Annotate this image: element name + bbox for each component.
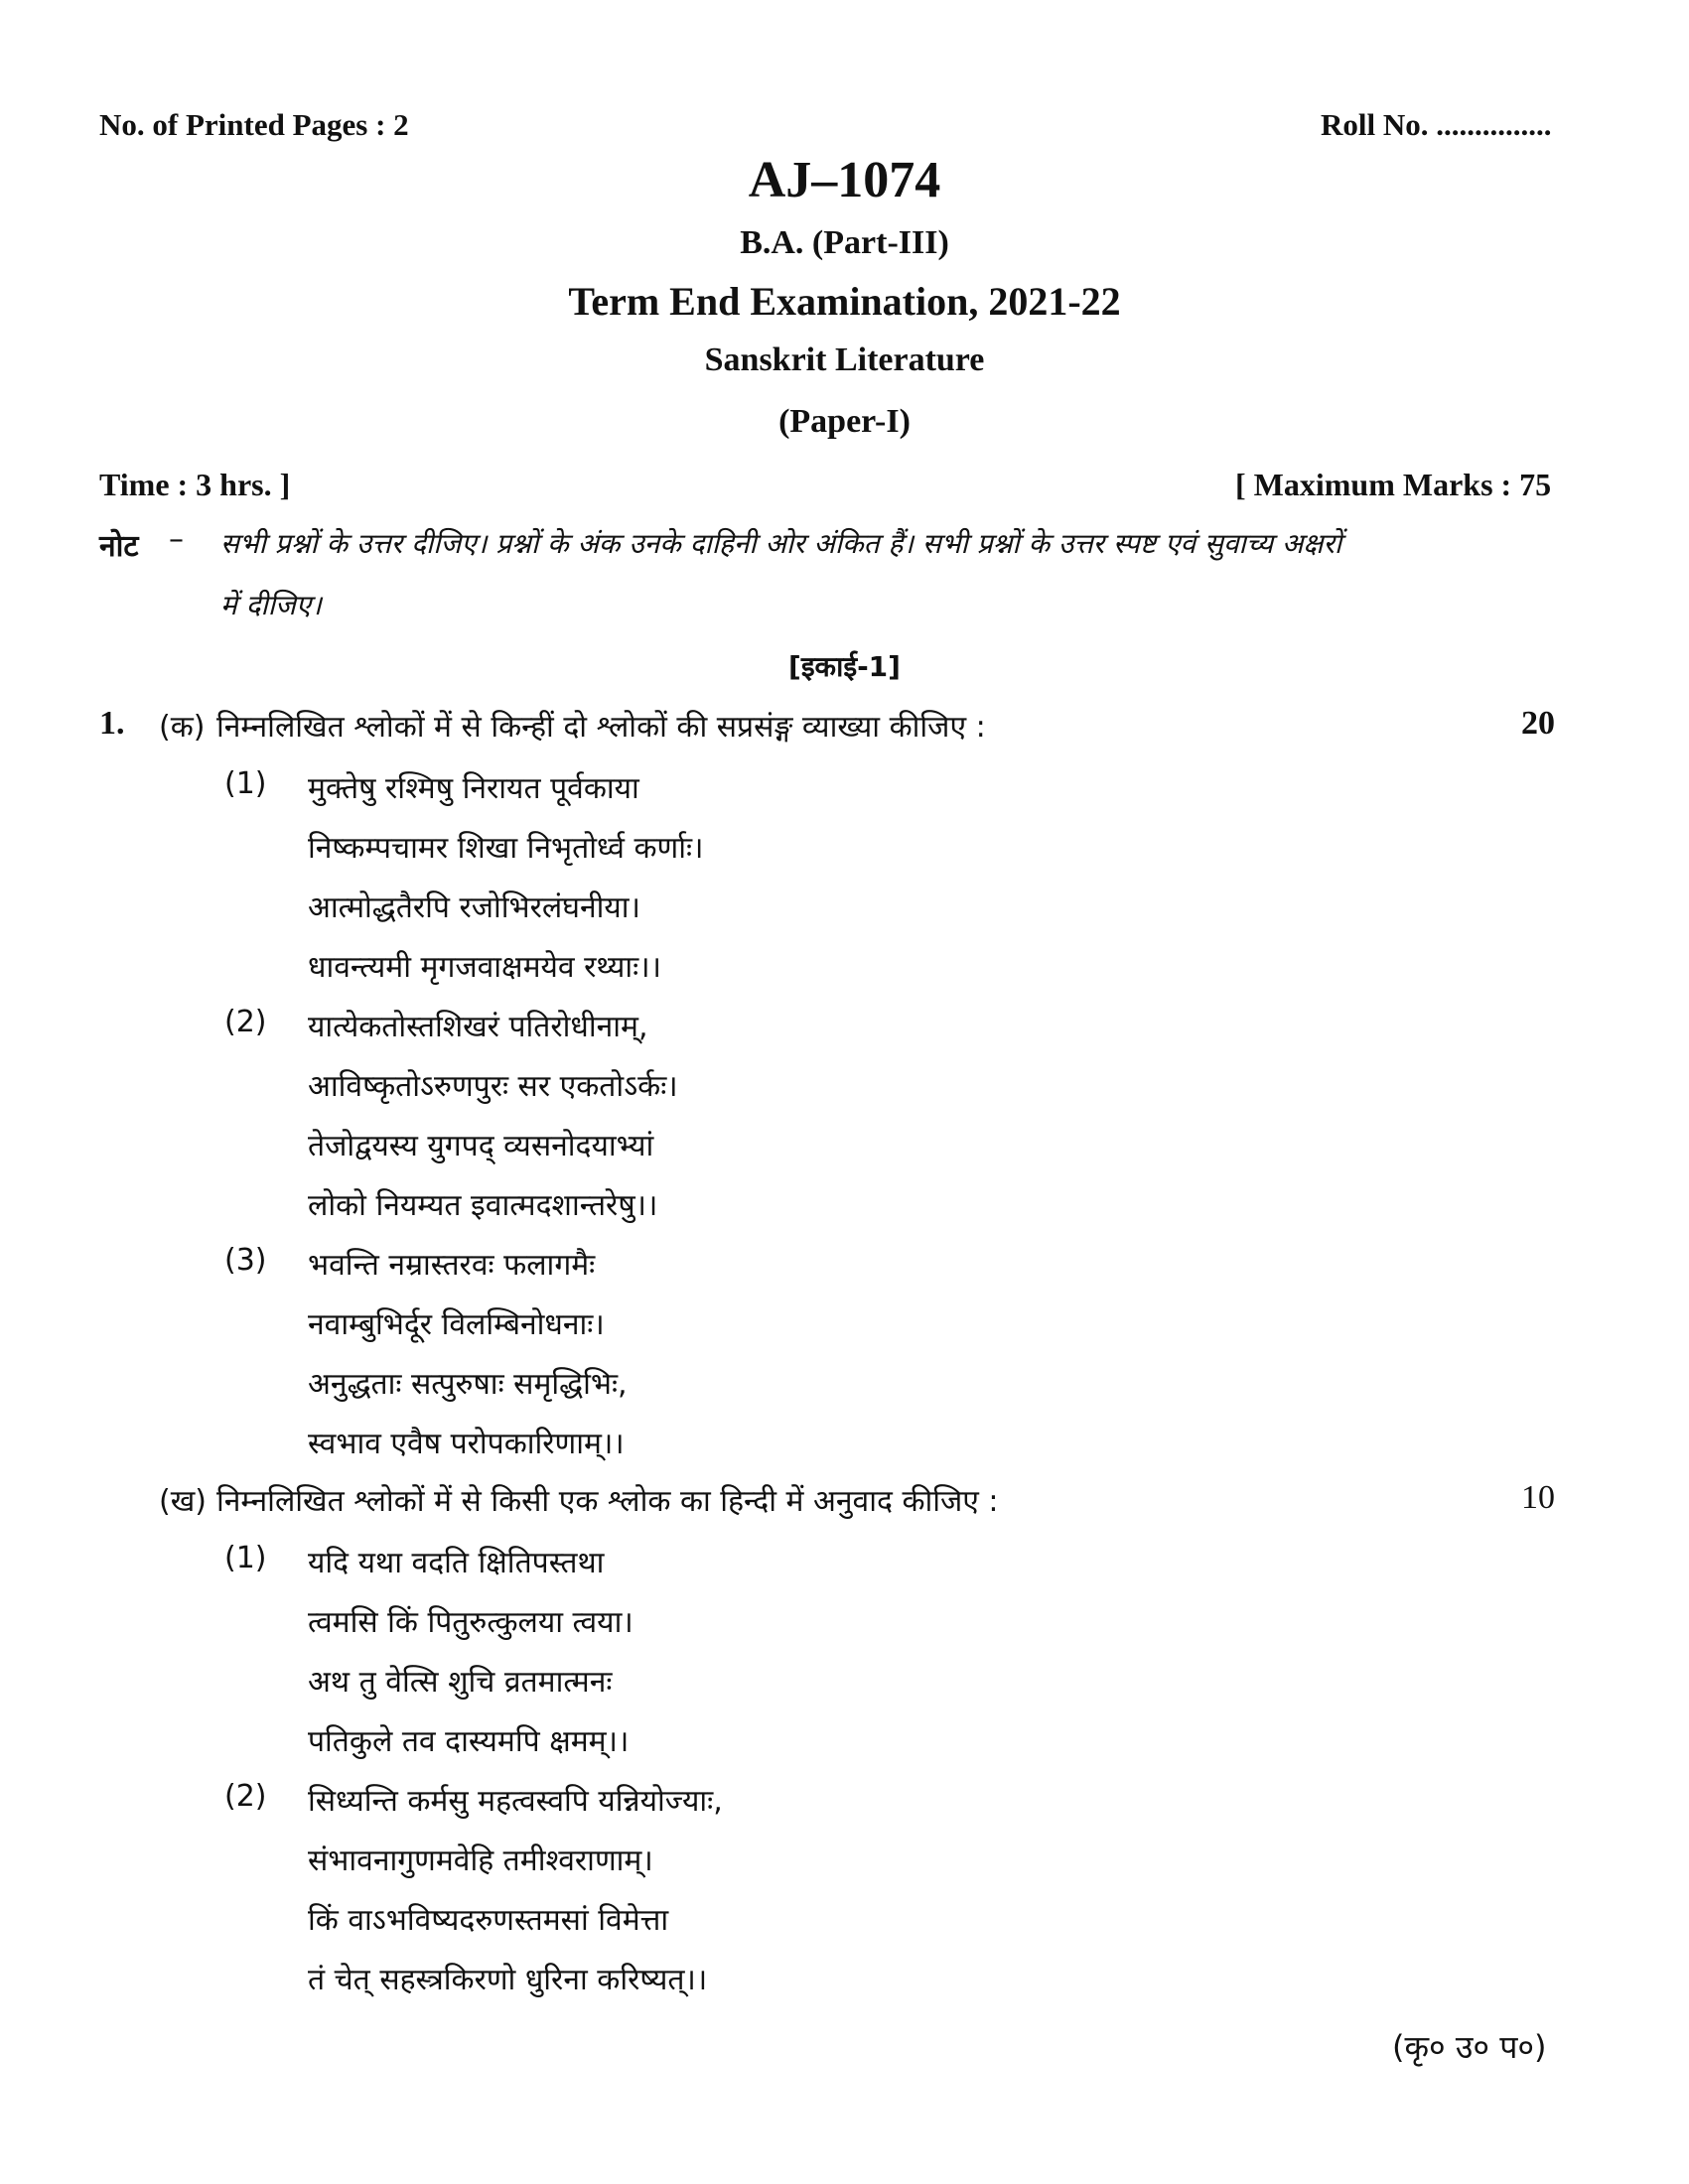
verse-line: सिध्यन्ति कर्मसु महत्वस्वपि यन्नियोज्याः, <box>308 1784 723 1819</box>
verse-number: (1) <box>224 1541 267 1575</box>
verse-number: (2) <box>224 1005 267 1039</box>
maximum-marks: [ Maximum Marks : 75 <box>1235 467 1552 502</box>
roll-number: Roll No. ............... <box>1321 107 1552 142</box>
verse-number: (1) <box>224 766 267 801</box>
verse-line: अथ तु वेत्सि शुचि व्रतमात्मनः <box>308 1665 613 1700</box>
part-a-instruction: निम्नलिखित श्लोकों में से किन्हीं दो श्लोकों की सप्रसंङ्ग व्याख्या कीजिए : <box>216 710 986 745</box>
verse-line: त्वमसि किं पितुरुत्कुलया त्वया। <box>308 1605 633 1640</box>
part-b-instruction: निम्नलिखित श्लोकों में से किसी एक श्लोक का हिन्दी में अनुवाद कीजिए : <box>216 1484 999 1519</box>
verse-line: लोको नियम्यत इवात्मदशान्तरेषु।। <box>308 1188 658 1223</box>
verse-line: तं चेत् सहस्त्रकिरणो धुरिना करिष्यत्।। <box>308 1963 708 1997</box>
part-b-label: (ख) <box>159 1484 207 1519</box>
verse-line: तेजोद्वयस्य युगपद् व्यसनोदयाभ्यां <box>308 1129 654 1163</box>
note-dash: – <box>169 522 184 557</box>
verse-line: नवाम्बुभिर्दूर विलम्बिनोधनाः। <box>308 1307 605 1342</box>
verse-line: यात्येकतोस्तशिखरं पतिरोधीनाम्, <box>308 1010 648 1044</box>
verse-line: भवन्ति नम्रास्तरवः फलागमैः <box>308 1248 596 1283</box>
paper-title: (Paper-I) <box>778 403 911 440</box>
verse-line: यदि यथा वदति क्षितिपस्तथा <box>308 1546 605 1580</box>
verse-line: निष्कम्पचामर शिखा निभृतोर्ध्व कर्णाः। <box>308 831 704 866</box>
verse-line: संभावनागुणमवेहि तमीश्वराणाम्। <box>308 1843 653 1878</box>
subject-title: Sanskrit Literature <box>704 341 985 378</box>
verse-line: किं वाऽभविष्यदरुणस्तमसां विमेत्ता <box>308 1903 669 1938</box>
note-label: नोट <box>99 529 139 564</box>
part-b-marks: 10 <box>1521 1479 1555 1516</box>
paper-code: AJ–1074 <box>748 152 941 208</box>
question-number: 1. <box>99 705 125 742</box>
verse-line: आत्मोद्धतैरपि रजोभिरलंघनीया। <box>308 890 640 925</box>
part-a-label: (क) <box>159 710 206 745</box>
verse-line: धावन्त्यमी मृगजवाक्षमयेव रथ्याः।। <box>308 950 661 985</box>
please-turn-over: (कृ० उ० प०) <box>1392 2028 1547 2066</box>
time-allowed: Time : 3 hrs. ] <box>99 467 291 502</box>
verse-line: अनुद्धताः सत्पुरुषाः समृद्धिभिः, <box>308 1367 628 1402</box>
note-line-1: सभी प्रश्नों के उत्तर दीजिए। प्रश्नों के अंक उनके दाहिनी ओर अंकित हैं। सभी प्रश्नों के उत्तर स्पष्ट एवं सुवाच्य अक्षरों <box>220 527 1342 560</box>
verse-number: (3) <box>224 1243 267 1278</box>
verse-number: (2) <box>224 1779 267 1814</box>
part-a-marks: 20 <box>1521 705 1555 742</box>
exam-title: Term End Examination, 2021-22 <box>568 279 1121 324</box>
verse-line: पतिकुले तव दास्यमपि क्षमम्।। <box>308 1724 630 1759</box>
note-line-2: में दीजिए। <box>220 589 322 621</box>
course-title: B.A. (Part-III) <box>740 224 949 261</box>
verse-line: आविष्कृतोऽरुणपुरः सर एकतोऽर्कः। <box>308 1069 678 1104</box>
verse-line: स्वभाव एवैष परोपकारिणाम्।। <box>308 1427 625 1461</box>
unit-heading: [इकाई-1] <box>788 650 901 683</box>
verse-line: मुक्तेषु रश्मिषु निरायत पूर्वकाया <box>308 771 639 806</box>
printed-pages: No. of Printed Pages : 2 <box>99 107 409 142</box>
